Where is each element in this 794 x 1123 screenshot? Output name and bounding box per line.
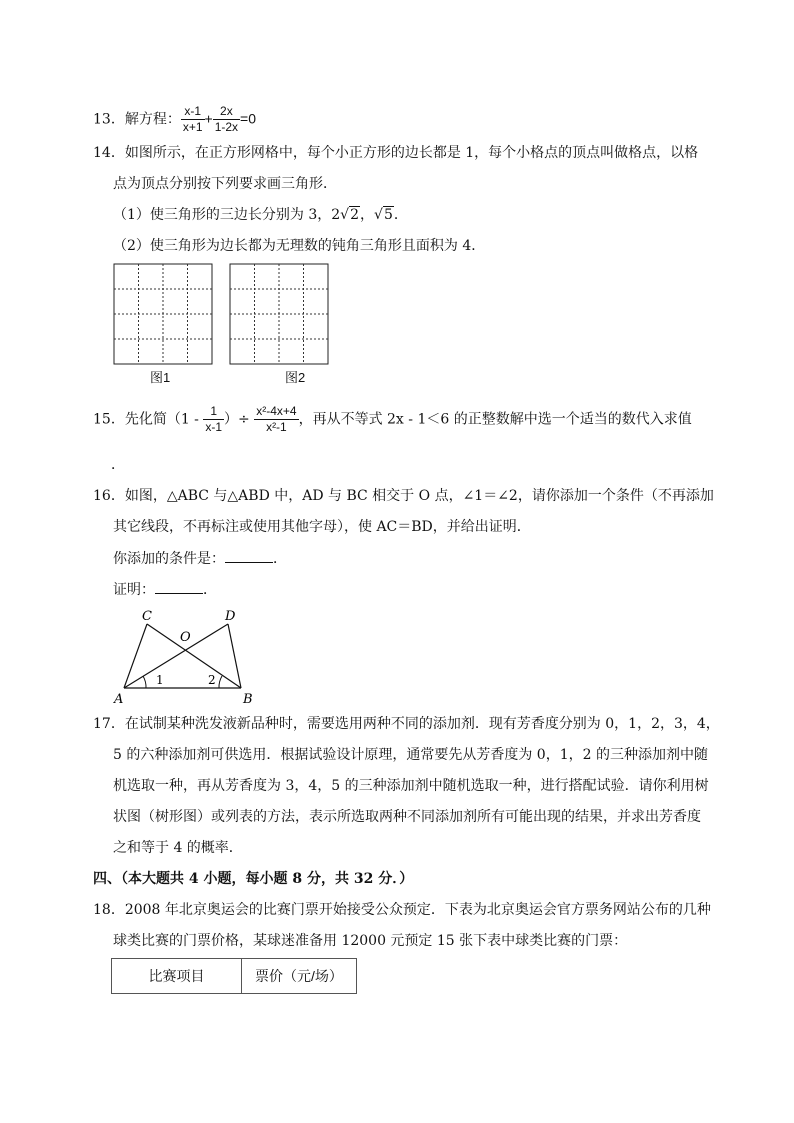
q15-fraction-2: $\frac{\text{x²-4x+4}}{\text{x²-1}}$ — [256, 404, 297, 434]
fig2-caption: 图2 — [285, 370, 306, 385]
q17-line1: 17．在试制某种洗发液新品种时，需要选用两种不同的添加剂．现有芳香度分别为 0，1，2，3，4， — [93, 716, 720, 732]
q14-line1: 14．如图所示，在正方形网格中，每个小正方形的边长都是 1，每个小格点的顶点叫做格点，以格 — [93, 145, 699, 161]
q17-line3: 机选取一种，再从芳香度为 3，4，5 的三种添加剂中随机选取一种，进行搭配试验．请你利用树 — [113, 778, 709, 794]
label-c: C — [142, 609, 152, 624]
q13-fraction-2: $\frac{2x}{1-2x}$ — [214, 104, 239, 134]
section-4-heading: 四、（本大题共 4 小题，每小题 8 分，共 32 分．） — [93, 871, 414, 887]
proof-blank — [155, 579, 203, 594]
label-o: O — [180, 630, 191, 645]
label-d: D — [225, 609, 236, 624]
sqrt-2: √2 — [340, 207, 360, 223]
q16-condition: 你添加的条件是： ． — [113, 548, 287, 569]
q18-line1: 18．2008 年北京奥运会的比赛门票开始接受公众预定．下表为北京奥运会官方票务网站公布的几种 — [93, 902, 711, 918]
q17-line5: 之和等于 4 的概率． — [113, 840, 243, 856]
q14-line2: 点为顶点分别按下列要求画三角形． — [113, 176, 337, 192]
q14-grids — [112, 262, 332, 382]
q16-proof: 证明： ． — [113, 579, 217, 600]
q16-figure — [110, 604, 260, 706]
label-b: B — [243, 692, 253, 706]
q13-fraction-1: $\frac{x-1}{x+1}$ — [182, 104, 203, 134]
condition-blank — [225, 548, 273, 563]
ticket-price-table — [111, 958, 357, 994]
grid-figure-1 — [114, 264, 212, 364]
q17-line2: 5 的六种添加剂可供选用．根据试验设计原理，通常要先从芳香度为 0，1，2 的三种添加剂中随 — [113, 747, 708, 763]
fig1-caption: 图1 — [150, 370, 171, 385]
label-a: A — [114, 692, 124, 706]
q14-sub1: （1）使三角形的三边长分别为 3，2√2，√5． — [113, 207, 408, 223]
sqrt-5: √5 — [374, 207, 393, 223]
angle-2-label: 2 — [208, 673, 216, 687]
grid-figure-2 — [230, 264, 328, 364]
header-price: 票价（元/场） — [242, 959, 357, 994]
q16-line1: 16．如图，△ABC 与△ABD 中，AD 与 BC 相交于 O 点，∠1＝∠2，请你添加一个条件（不再添加 — [93, 488, 714, 504]
angle-1-label: 1 — [156, 673, 164, 687]
q15-fraction-1: $\frac{1}{x-1}$ — [205, 404, 223, 434]
header-event: 比赛项目 — [112, 959, 242, 994]
q14-sub2: （2）使三角形为边长都为无理数的钝角三角形且面积为 4． — [113, 238, 486, 254]
q18-line2: 球类比赛的门票价格，某球迷准备用 12000 元预定 15 张下表中球类比赛的门票： — [113, 933, 628, 949]
table-header-row — [112, 959, 357, 994]
q15-dot: ． — [111, 457, 125, 473]
q15: 15．先化简（1 - $\frac{1}{x-1}$ ）÷ $\frac{\text{x²-4x+4}}{\text{x²-1}}$ ，再从不等式 2x - 1＜6 的正整数解中选一个适当的数代入求值 — [93, 404, 692, 434]
q13: 13．解方程： $\frac{x-1}{x+1}$ + $\frac{2x}{1-2x}$ =0 — [93, 104, 257, 134]
q17-line4: 状图（树形图）或列表的方法，表示所选取两种不同添加剂所有可能出现的结果，并求出芳香度 — [113, 809, 701, 825]
q16-line2: 其它线段，不再标注或使用其他字母），使 AC＝BD，并给出证明． — [113, 519, 531, 535]
